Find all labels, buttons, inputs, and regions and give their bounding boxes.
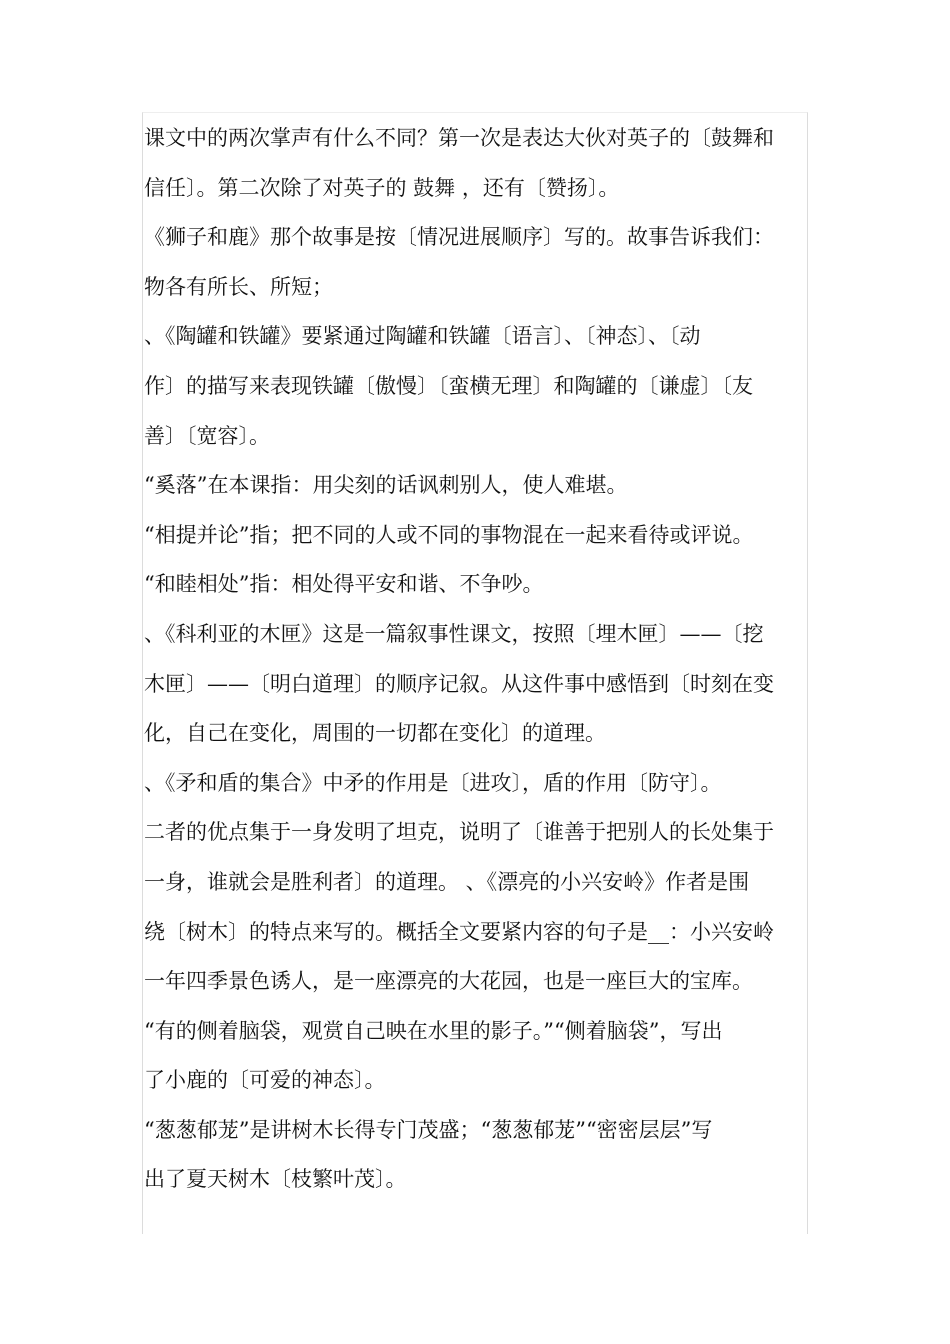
text-line: 物各有所长、所短； (144, 274, 333, 299)
text-line: 木匣〕——〔明白道理〕的顺序记叙。从这件事中感悟到〔时刻在变 (144, 671, 774, 696)
text-line: 一年四季景色诱人，是一座漂亮的大花园，也是一座巨大的宝库。 (144, 969, 753, 994)
text-line: 善〕〔宽容〕。 (144, 423, 270, 448)
text-line: 绕〔树木〕的特点来写的。概括全文要紧内容的句子是__：小兴安岭 (144, 919, 774, 944)
document-body (144, 114, 808, 1205)
text-line: 出了夏天树木〔枝繁叶茂〕。 (144, 1167, 407, 1192)
text-line: “相提并论”指；把不同的人或不同的事物混在一起来看待或评说。 (144, 522, 754, 547)
text-line: 了小鹿的〔可爱的神态〕。 (144, 1068, 386, 1093)
text-line: 、《科利亚的木匣》这是一篇叙事性课文，按照〔埋木匣〕——〔挖 (144, 621, 764, 646)
text-line: 、《矛和盾的集合》中矛的作用是〔进攻〕，盾的作用〔防守〕。 (144, 770, 722, 795)
text-line: 、《陶罐和铁罐》要紧通过陶罐和铁罐〔语言〕、〔神态〕、〔动 (144, 324, 701, 349)
text-line: 《狮子和鹿》那个故事是按〔情况进展顺序〕写的。故事告诉我们： (144, 225, 774, 250)
text-line: 化，自己在变化，周围的一切都在变化〕的道理。 (144, 721, 606, 746)
text-line: “葱葱郁茏”是讲树木长得专门茂盛；“葱葱郁茏”“密密层层”写 (144, 1117, 713, 1142)
text-line: 一身，谁就会是胜利者〕的道理。 、《漂亮的小兴安岭》作者是围 (144, 869, 750, 894)
text-line: “和睦相处”指：相处得平安和谐、不争吵。 (144, 572, 544, 597)
text-line: 信任〕。第二次除了对英子的 鼓舞 ，还有〔赞扬〕。 (144, 175, 620, 200)
text-line: “有的侧着脑袋，观赏自己映在水里的影子。”“侧着脑袋”，写出 (144, 1018, 723, 1043)
text-line: 课文中的两次掌声有什么不同？第一次是表达大伙对英子的〔鼓舞和 (144, 126, 774, 150)
text-line: 二者的优点集于一身发明了坦克，说明了〔谁善于把别人的长处集于 (144, 820, 774, 845)
text-line: 作〕的描写来表现铁罐〔傲慢〕〔蛮横无理〕和陶罐的〔谦虚〕〔友 (144, 373, 753, 398)
text-line: “奚落”在本课指：用尖刻的话讽刺别人，使人难堪。 (144, 473, 628, 498)
